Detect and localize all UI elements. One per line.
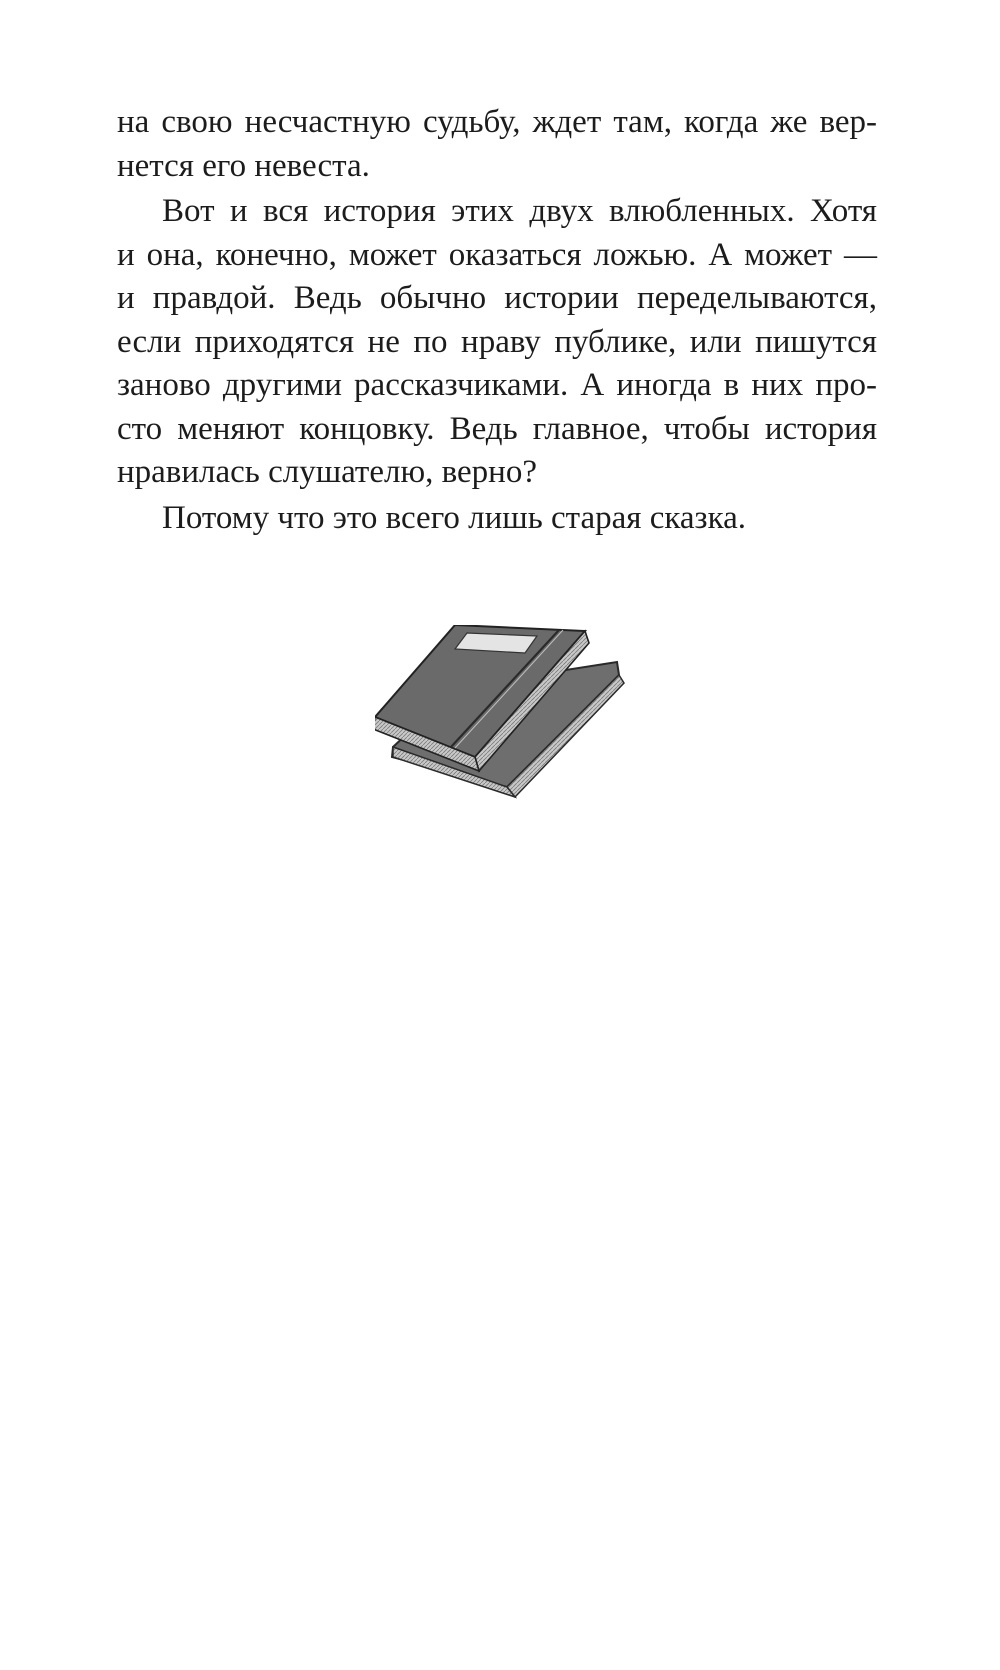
stacked-books-icon bbox=[375, 625, 650, 825]
text-line: Потому что это всего лишь старая сказка. bbox=[162, 499, 746, 536]
text-line: и она, конечно, может оказаться ложью. А может — bbox=[117, 236, 877, 273]
paragraph-3 bbox=[117, 497, 877, 541]
text-line: нравилась слушателю, верно? bbox=[117, 454, 537, 490]
text-line: на свою несчастную судьбу, ждет там, когда же вер- bbox=[117, 104, 877, 140]
text-line: если приходятся не по нраву публике, или пишутся bbox=[117, 323, 877, 360]
paragraph-1 bbox=[117, 101, 877, 188]
text-line: и правдой. Ведь обычно истории переделываются, bbox=[117, 280, 877, 316]
body-text bbox=[117, 101, 877, 540]
text-line: нется его невеста. bbox=[117, 147, 370, 184]
text-line: сто меняют концовку. Ведь главное, чтобы история bbox=[117, 410, 877, 447]
paragraph-2 bbox=[117, 190, 877, 495]
text-line: заново другими рассказчиками. А иногда в них про- bbox=[117, 367, 877, 403]
text-line: Вот и вся история этих двух влюбленных. Хотя bbox=[162, 193, 877, 229]
